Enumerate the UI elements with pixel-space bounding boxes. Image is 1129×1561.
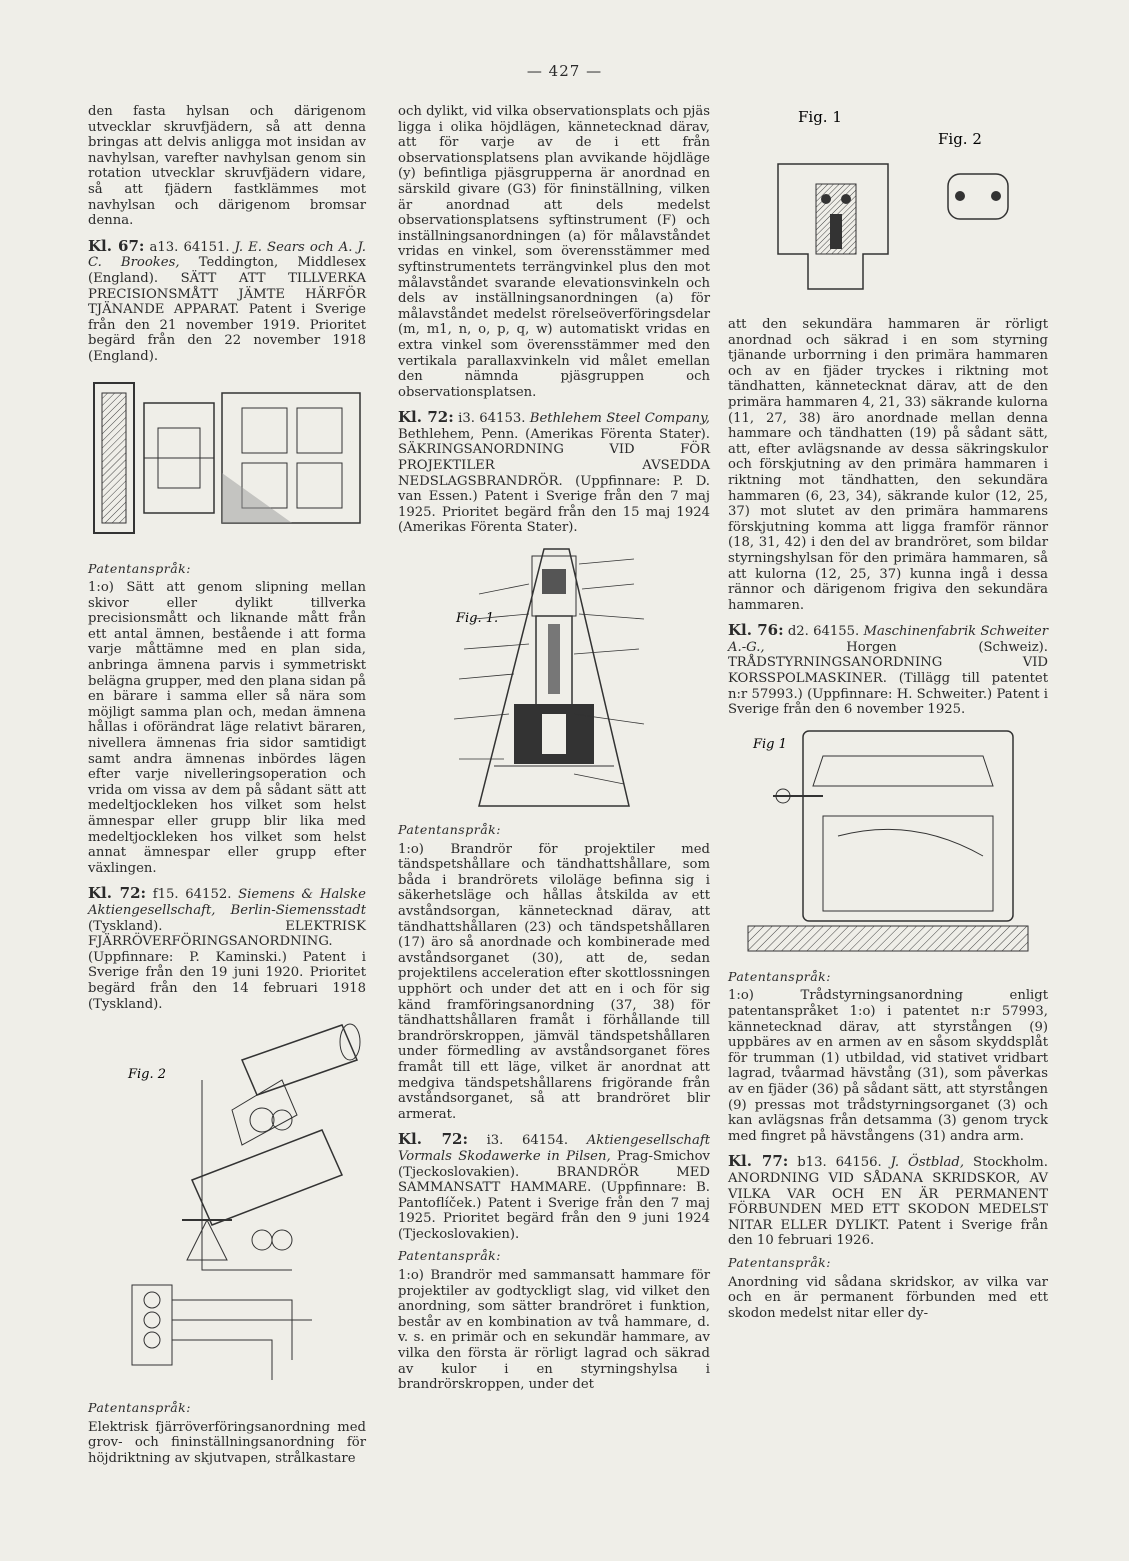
class-label: Kl. 77:: [728, 1152, 789, 1171]
class-sub: i3.: [486, 1133, 504, 1149]
class-label: Kl. 67:: [88, 236, 145, 255]
patent-details: (Tyskland). ELEKTRISK FJÄRRÖVERFÖRINGSANORDNING. (Uppfinnare: P. Kaminski.) Patent i Sverige från den 19 juni 1920. Prioritet begärd från den 14 februari 1918 (Tyskland).: [88, 918, 366, 1012]
figure-label: Fig 1: [753, 736, 787, 752]
patent-64154: [398, 1132, 710, 1393]
claim-text: 1:o) Sätt att genom slipning mellan skivor eller dylikt tillverka precisionsmått och liknande mått från ett antal ämnen, bestående i att forma varje måttämne med en plan sida, anbringa ämnena parvis i symmetriskt belägna grupper, med den plana sidan på en bärare i samma eller så nära som möjligt samma plan och, medan ämnena hållas i oförändrat läge relativt bäraren, nivellera ämnenas fria sidor samtidigt samt andra ämnenas inbördes lägen efter varje nivelleringsoperation och vrida om vissa av dem på sådant sätt att medeltjockleken hos vilket som helst ämnespar eller grupp blir lika med medeltjockleken hos vilket som helst annat ämnespar eller grupp efter växlingen.: [88, 580, 366, 876]
col3-intro: att den sekundära hammaren är rörligt anordnad och säkrad i en som styrning tjänande urborrning i den primära hammaren och av en fjäder tryckes i riktning mot tändhatten, kännetecknat därav, att de den primära hammaren 4, 21, 33) säkrande kulorna (11, 27, 38) äro anordnade mellan denna hammare och tändhatten (19) på sådant sätt, att, efter avlägsnande av dessa säkringskulor och förskjutning av den primära hammaren i riktning mot tändhatten, den sekundära hammaren (6, 23, 34), säkrande kulor (12, 25, 37) mot slutet av den primära hammarens förskjutning komma att ligga framför rännor (18, 31, 42) i den del av brandröret, som bildar styrningshylsan för den primära hammaren, så att kulorna (12, 25, 37) kunna ingå i dessa rännor och därigenom frigiva den sekundära hammaren.: [728, 317, 1048, 613]
class-label: Kl. 72:: [398, 1130, 468, 1149]
class-label: Kl. 72:: [398, 408, 454, 427]
claim-label: Patentanspråk:: [398, 1248, 501, 1264]
class-label: Kl. 72:: [88, 884, 147, 903]
claim-label: Patentanspråk:: [88, 1400, 191, 1416]
column-1: [88, 104, 366, 1473]
patent-64151: [88, 236, 366, 877]
col1-intro: den fasta hylsan och därigenom utvecklar skruvfjädern, så att denna bringas att delvis anligga mot insidan av navhylsan, varefter navhylsan genom sin rotation utvecklar skruvfjädern vidare, så att fjädern fastklämmes mot navhylsan och därigenom bromsar denna.: [88, 104, 366, 229]
fuse-cross-section-figure: [404, 544, 704, 814]
hammer-fuse-figures: [738, 104, 1038, 309]
patent-number: 64152.: [185, 887, 232, 903]
claim-label: Patentanspråk:: [398, 822, 501, 838]
claim-text: 1:o) Brandrör för projektiler med tändspetshållare och tändhattshållare, som båda i brandrörets viloläge befinna sig i säkerhetsläge och hållas åtskilda av ett avståndsorgan, kännetecknad därav, att tändhattshållaren (23) och tändspetshållaren (17) äro så anordnade och kombinerade med avståndsorganet (30), att de, sedan projektilens acceleration efter skottlossningen upphört och under det att en i och för sig känd framföringsanordning (37, 38) för tändhattshållaren framåt i förhållande till brandrörskroppen, jämväl tändspetshållaren under förmedling av avståndsorganet föres framåt till ett läge, vilket är anordnat att medgiva tändspetshållarens frigörande från avståndsorganet, så att brandröret blir armerat.: [398, 841, 710, 1122]
precision-gauge-figure: [92, 373, 362, 553]
figure-label: Fig. 1: [798, 108, 842, 126]
class-sub: d2.: [787, 624, 809, 640]
claim-text: 1:o) Trådstyrningsanordning enligt patentanspråket 1:o) i patentet n:r 57993, kännetecknad därav, att styrstången (9) uppbäres av en armen av en såsom skyddsplåt för trumman (1) utbildad, vid stativet vridbart lagrad, tvåarmad hävstång (31), som påverkas av en fjäder (36) på sådant sätt, att styrstången (9) pressas mot trådstyrningsorganet (3) och kan avlägsnas från detsamma (3) genom tryck med fingret på hävstångens (31) andra arm.: [728, 988, 1048, 1144]
patent-number: 64154.: [521, 1133, 569, 1149]
claim-label: Patentanspråk:: [728, 1254, 831, 1270]
patent-holder: J. Östblad,: [890, 1155, 965, 1171]
patent-holder: Bethlehem Steel Company,: [529, 411, 710, 427]
column-2: [398, 104, 710, 1399]
class-sub: f15.: [152, 887, 179, 903]
column-3: [728, 104, 1048, 1327]
class-sub: i3.: [458, 411, 475, 427]
claim-text: Elektrisk fjärröverföringsanordning med grov- och fininställningsanordning för höjdriktning av skjutvapen, strålkastare: [88, 1419, 366, 1466]
patent-64152: [88, 886, 366, 1466]
patent-64155: [728, 623, 1048, 1144]
thread-guide-figure: [743, 726, 1033, 961]
figure-label: Fig. 1.: [456, 611, 499, 627]
class-sub: a13.: [149, 239, 179, 255]
patent-number: 64151.: [183, 239, 230, 255]
claim-text: 1:o) Brandrör med sammansatt hammare för projektiler av godtyckligt slag, vid vilket den anordning, som sätter brandröret i funktion, består av en kombination av två hammare, d. v. s. en primär och en sekundär hammare, av vilka den första är rörligt lagrad och säkrad av kulor i en styrningshylsa i brandrörskroppen, under det: [398, 1268, 710, 1393]
figure-label: Fig. 2: [938, 130, 982, 148]
claim-label: Patentanspråk:: [728, 968, 831, 984]
patent-holder: Siemens & Halske Aktiengesellschaft, Berlin-Siemensstadt: [88, 887, 366, 918]
patent-details: Prag-Smichov (Tjeckoslovakien). BRANDRÖR MED SAMMANSATT HAMMARE. (Uppfinnare: B. Pantoflíček.) Patent i Sverige från den 7 maj 1925. Prioritet begärd från den 9 juni 1924 (Tjeckoslovakien).: [398, 1148, 710, 1242]
patent-holder: J. E. Sears och A. J. C. Brookes,: [88, 239, 366, 271]
claim-label: Patentanspråk:: [88, 560, 191, 576]
patent-number: 64155.: [813, 624, 860, 640]
patent-64156: [728, 1154, 1048, 1321]
patent-number: 64156.: [835, 1155, 882, 1171]
patent-details: Teddington, Middlesex (England). SÄTT ATT TILLVERKA PRECISIONSMÅTT JÄMTE HÄRFÖR TJÄNANDE APPARAT. Patent i Sverige från den 21 november 1919. Prioritet begärd från den 22 november 1918 (England).: [88, 255, 366, 364]
claim-text: Anordning vid sådana skridskor, av vilka var och en är permanent förbunden med ett skodon medelst nitar eller dy-: [728, 1274, 1048, 1321]
class-sub: b13.: [797, 1155, 827, 1171]
patent-holder: Aktiengesellschaft Vormals Skodawerke in Pilsen,: [398, 1133, 711, 1164]
patent-holder: Maschinenfabrik Schweiter A.-G.,: [728, 624, 1049, 655]
col2-intro: och dylikt, vid vilka observationsplats och pjäs ligga i olika höjdlägen, kännetecknad därav, att för varje av de i ett från observationsplatsens plan avvikande höjdläge (y) befintliga pjäsgrupperna är anordnad en särskild givare (G3) för fininställning, vilken är anordnad att dels medelst observationsplatsens syftinstrument (F) och inställningsanordningen (a) för målavståndet vridas en vinkel, som överensstämmer med syftinstrumentets terrängvinkel plus den mot målavståndet svarande elevationsvinkeln och dels av inställningsanordningen (a) för målavståndet medelst rörelseöverföringsdelar (m, m1, n, o, p, q, w) automatiskt vridas en extra vinkel som överensstämmer med den vertikala parallaxvinkeln vid målet emellan den nämnda pjäsgruppen och observationsplatsen.: [398, 104, 710, 400]
patent-details: Bethlehem, Penn. (Amerikas Förenta Stater). SÄKRINGSANORDNING VID FÖR PROJEKTILER AVSEDDA NEDSLAGSBRANDRÖR. (Uppfinnare: P. D. van Essen.) Patent i Sverige från den 7 maj 1925. Prioritet begärd från den 15 maj 1924 (Amerikas Förenta Stater).: [398, 426, 710, 536]
patent-details: Stockholm. ANORDNING VID SÅDANA SKRIDSKOR, AV VILKA VAR OCH EN ÄR PERMANENT FÖRBUNDEN MED ETT SKODON MEDELST NITAR ELLER DYLIKT. Patent i Sverige från den 10 februari 1926.: [728, 1155, 1048, 1249]
figure-label: Fig. 2: [128, 1067, 167, 1083]
remote-transmission-figure: [92, 1020, 362, 1392]
page-number: — 427 —: [526, 62, 603, 80]
patent-details: Horgen (Schweiz). TRÅDSTYRNINGSANORDNING VID KORSSPOLMASKINER. (Tillägg till patentet n:r 57993.) (Uppfinnare: H. Schweiter.) Patent i Sverige från den 6 november 1925.: [728, 639, 1048, 718]
patent-number: 64153.: [479, 411, 526, 427]
class-label: Kl. 76:: [728, 621, 784, 640]
patent-64153: [398, 410, 710, 1122]
